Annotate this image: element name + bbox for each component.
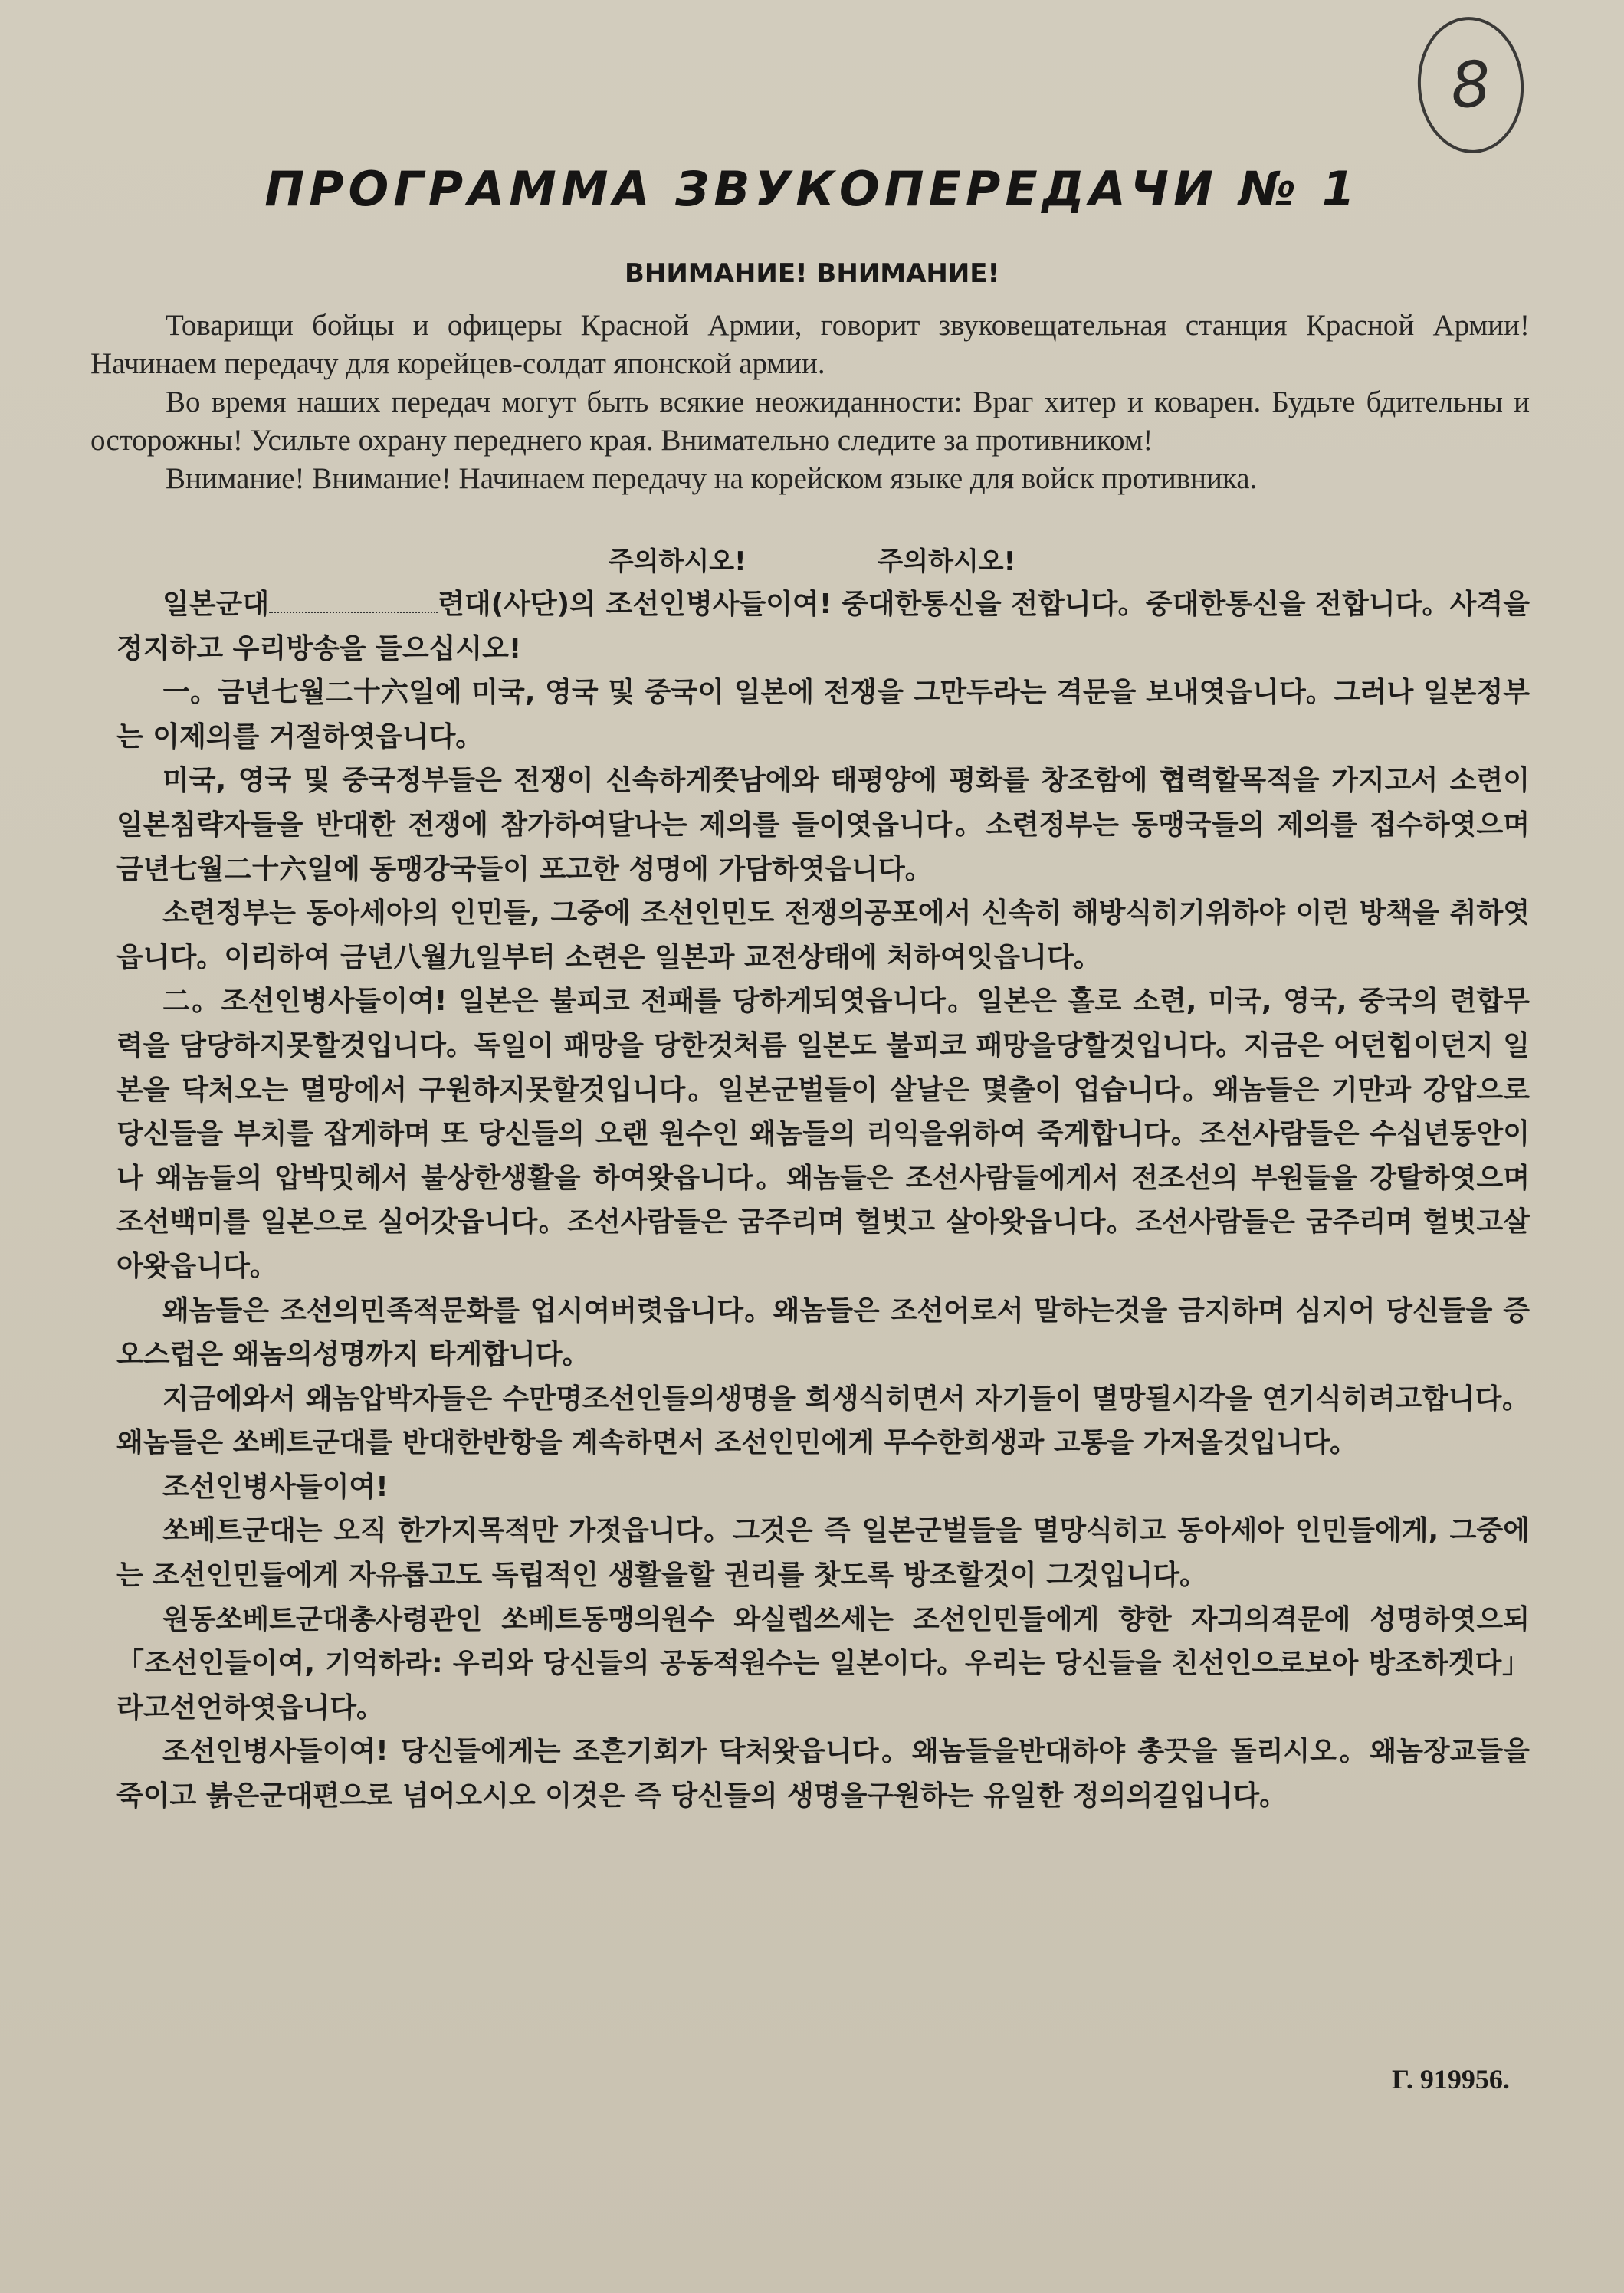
korean-paragraph: 원동쏘베트군대총사령관인 쏘베트동맹의원수 와실렙쓰세는 조선인민들에게 향한 자긔의격문에 성명하엿으되 「조선인들이여, 기억하라: 우리와 당신들의 공동적원수는 일본이다。우리는 당신들을 친선인으로보아 방조하겟다」라고선언하엿읍니다。 bbox=[116, 1603, 1530, 1724]
russian-paragraph: Во время наших передач могут быть всякие неожиданности: Враг хитер и коварен. Будьте бдительны и осторожны! Усильте охрану переднего края. Внимательно следите за противником! bbox=[90, 385, 1530, 457]
korean-paragraph: 지금에와서 왜놈압박자들은 수만명조선인들의생명을 희생식히면서 자기들이 멸망될시각을 연기식히려고합니다。왜놈들은 쏘베트군대를 반대한반항을 계속하면서 조선인민에게 무수한희생과 고통을 가저올것입니다。 bbox=[116, 1383, 1530, 1459]
korean-paragraph: 조선인병사들이여! 당신들에게는 조흔기회가 닥처왓읍니다。왜놈들을반대하야 총끗을 돌리시오。왜놈장교들을 죽이고 붉은군대편으로 넘어오시오 이것은 즉 당신들의 생명을구원하는 유일한 정의의길입니다。 bbox=[116, 1736, 1530, 1812]
korean-paragraph: 왜놈들은 조선의민족적문화를 업시여버렷읍니다。왜놈들은 조선어로서 말하는것을 금지하며 심지어 당신들을 증오스럽은 왜놈의성명까지 타게합니다。 bbox=[116, 1294, 1530, 1371]
korean-intro-prefix: 일본군대 bbox=[162, 589, 270, 620]
fill-in-blank bbox=[269, 589, 438, 613]
korean-paragraph: 一。금년七월二十六일에 미국, 영국 및 중국이 일본에 전쟁을 그만두라는 격문을 보내엿읍니다。그러나 일본정부는 이제의를 거절하엿읍니다。 bbox=[116, 677, 1530, 753]
korean-intro-suffix: 련대(사단)의 조선인병사들이여! 중대한통신을 전합니다。중대한통신을 전합니다。사격을정지하고 우리방송을 들으십시오! bbox=[116, 589, 1530, 664]
document-subtitle: ВНИМАНИЕ! ВНИМАНИЕ! bbox=[624, 258, 1000, 289]
russian-text-block bbox=[90, 307, 1530, 498]
handwritten-page-number bbox=[1413, 13, 1528, 156]
korean-paragraph: 소련정부는 동아세아의 인민들, 그중에 조선인민도 전쟁의공포에서 신속히 해방식히기위하야 이런 방책을 취하엿읍니다。이리하여 금년八월九일부터 소련은 일본과 교전상태에 처하여잇읍니다。 bbox=[116, 897, 1530, 973]
document-title: ПРОГРАММА ЗВУКОПЕРЕДАЧИ № 1 bbox=[264, 161, 1360, 217]
korean-paragraph: 쏘베트군대는 오직 한가지목적만 가젓읍니다。그것은 즉 일본군벌들을 멸망식히고 동아세아 인민들에게, 그중에는 조선인민들에게 자유롭고도 독립적인 생활을할 권리를 찻도록 방조할것이 그것입니다。 bbox=[116, 1515, 1530, 1592]
korean-text-block bbox=[116, 582, 1530, 1819]
korean-paragraph: 二。조선인병사들이여! 일본은 불피코 전패를 당하게되엿읍니다。일본은 홀로 소련, 미국, 영국, 중국의 련합무력을 담당하지못할것입니다。독일이 패망을 당한것처름 일본도 불피코 패망을당할것입니다。지금은 어던힘이던지 일본을 닥처오는 멸망에서 구원하지못할것입니다。일본군벌들이 살날은 몇출이 업습니다。왜놈들은 기만과 강압으로 당신들을 부치를 잡게하며 또 당신들의 오랜 원수인 왜놈들의 리익을위하여 죽게합니다。조선사람들은 수십년동안이나 왜놈들의 압박밋헤서 불상한생활을 하여왓읍니다。왜놈들은 조선사람들에게서 전조선의 부원들을 강탈하엿으며 조선백미를 일본으로 실어갓읍니다。조선사람들은 굼주리며 헐벗고 살아왓읍니다。조선사람들은 굼주리며 헐벗고살아왓읍니다。 bbox=[116, 986, 1530, 1282]
page-number-text: 8 bbox=[1448, 47, 1494, 123]
korean-paragraph: 미국, 영국 및 중국정부들은 전쟁이 신속하게쯧남에와 태평양에 평화를 창조함에 협력할목적을 가지고서 소련이 일본침략자들을 반대한 전쟁에 참가하여달나는 제의를 들이엿읍니다。소련정부는 동맹국들의 제의를 접수하엿으며 금년七월二十六일에 동맹강국들이 포고한 성명에 가담하엿읍니다。 bbox=[116, 765, 1530, 885]
korean-paragraph: 조선인병사들이여! bbox=[162, 1471, 389, 1503]
korean-intro-paragraph bbox=[116, 582, 1530, 671]
russian-paragraph: Внимание! Внимание! Начинаем передачу на корейском языке для войск противника. bbox=[166, 462, 1258, 495]
russian-paragraph: Товарищи бойцы и офицеры Красной Армии, говорит звуковещательная станция Красной Армии! Начинаем передачу для корейцев-солдат японской армии. bbox=[90, 309, 1530, 380]
document-code: Г. 919956. bbox=[1392, 2064, 1510, 2095]
korean-attention-heading: 주의하시오! 주의하시오! bbox=[608, 546, 1016, 577]
